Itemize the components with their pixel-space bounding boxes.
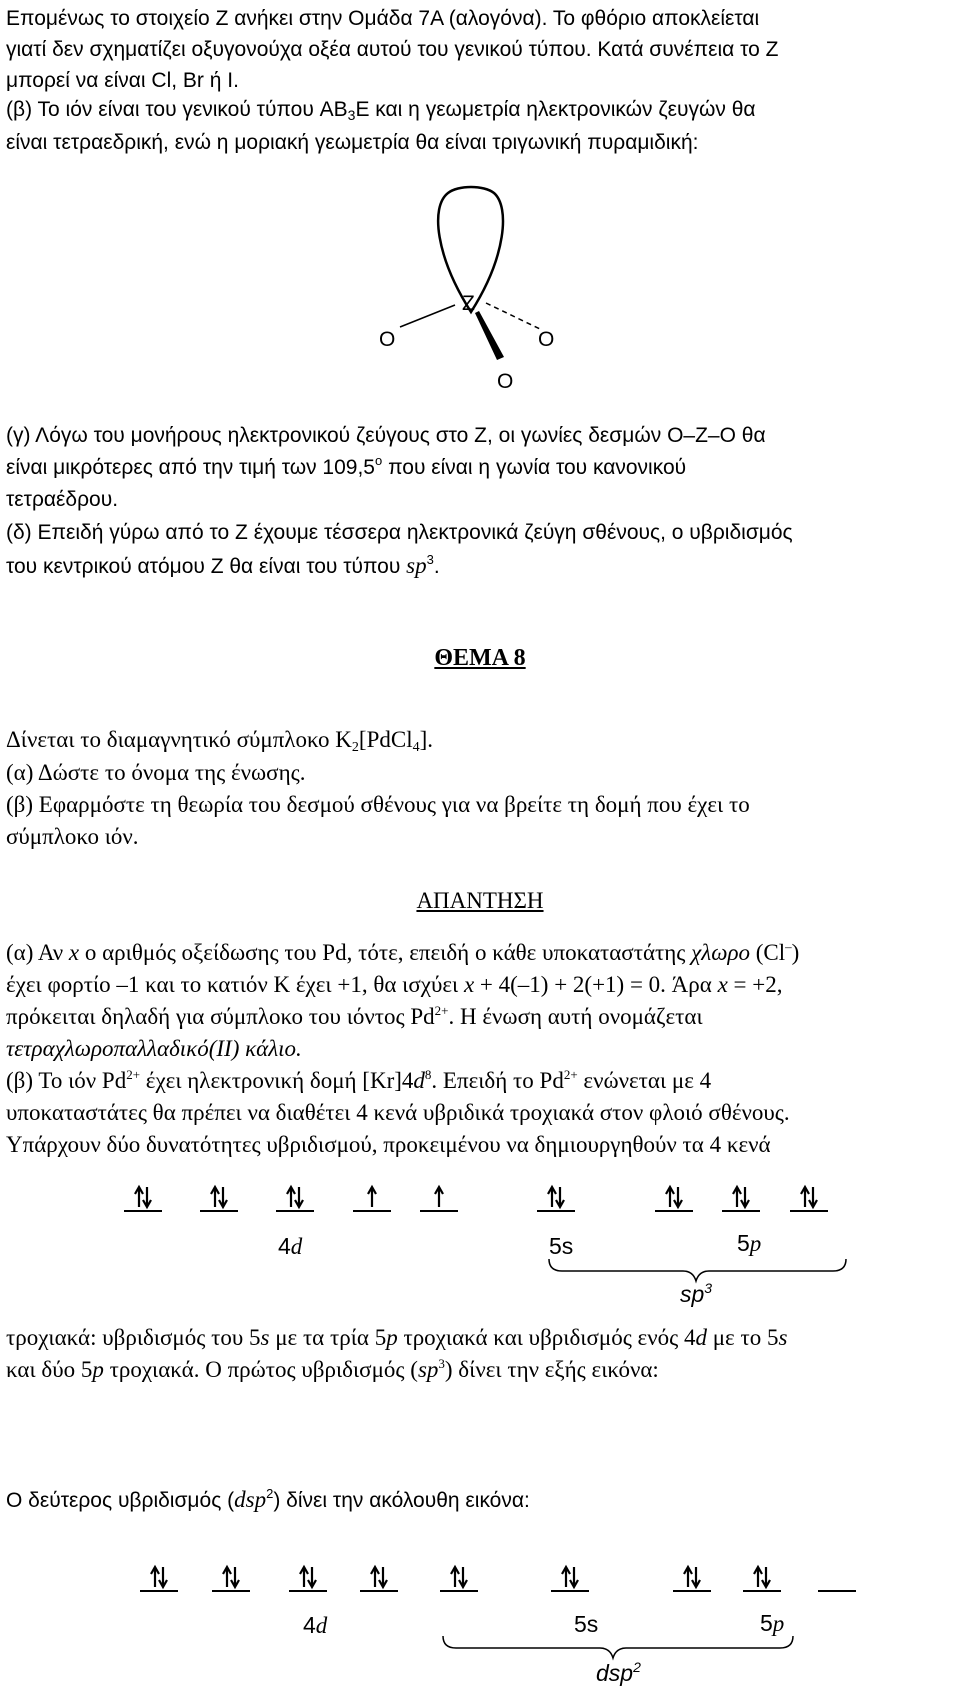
electron-down-arrow bbox=[762, 1567, 770, 1587]
electron-up-arrow bbox=[684, 1567, 692, 1587]
text-italic: sp bbox=[406, 553, 427, 578]
molecule-diagram bbox=[0, 185, 960, 395]
text-line bbox=[6, 1325, 787, 1351]
electron-down-arrow bbox=[143, 1187, 151, 1207]
electron-down-arrow bbox=[741, 1187, 749, 1207]
text-italic: p bbox=[92, 1357, 104, 1382]
electron-up-arrow bbox=[451, 1567, 459, 1587]
electron-up-arrow bbox=[300, 1567, 308, 1587]
text-segment: ]. bbox=[419, 727, 434, 752]
electron-up-arrow bbox=[371, 1567, 379, 1587]
text-segment: (Cl bbox=[749, 940, 786, 965]
text-line bbox=[6, 972, 783, 998]
svg-text:sp3 bbox=[680, 1280, 712, 1307]
electron-down-arrow bbox=[570, 1567, 578, 1587]
text-line: μπορεί να είναι Cl, Br ή I. bbox=[6, 69, 239, 92]
text-segment: + 4(–1) + 2(+1) = 0. Άρα bbox=[474, 972, 718, 997]
atom-bottom: O bbox=[497, 370, 514, 393]
text-italic: χλωρο bbox=[691, 940, 750, 965]
text-segment: = +2, bbox=[727, 972, 783, 997]
electron-down-arrow bbox=[379, 1567, 387, 1587]
text-line: (δ) Επειδή γύρω από το Ζ έχουμε τέσσερα ηλεκτρονικά ζεύγη σθένους, ο υβριδισμός bbox=[6, 521, 793, 544]
text-segment: ) δίνει την εξής εικόνα: bbox=[444, 1357, 659, 1382]
electron-down-arrow bbox=[692, 1567, 700, 1587]
answer-title: ΑΠΑΝΤΗΣΗ bbox=[416, 888, 544, 913]
electron-up-arrow bbox=[287, 1187, 295, 1207]
text-line: είναι τετραεδρική, ενώ η μοριακή γεωμετρία θα είναι τριγωνική πυραμιδική: bbox=[6, 131, 699, 154]
text-segment: και δύο 5 bbox=[6, 1357, 93, 1382]
electron-down-arrow bbox=[295, 1187, 303, 1207]
atom-left: O bbox=[379, 328, 396, 351]
electron-up-arrow bbox=[666, 1187, 674, 1207]
text-segment: τροχιακά: υβριδισμός του 5 bbox=[6, 1325, 261, 1350]
text-italic: x bbox=[717, 972, 728, 997]
svg-text:4d bbox=[303, 1612, 328, 1638]
electron-up-arrow bbox=[562, 1567, 570, 1587]
label-4d-number: 4 bbox=[303, 1612, 316, 1638]
dsp2-orbital-diagram bbox=[0, 1560, 960, 1688]
text-segment: (β) Το ιόν είναι του γενικού τύπου AB bbox=[6, 98, 348, 121]
electron-down-arrow bbox=[556, 1187, 564, 1207]
text-line: Υπάρχουν δύο δυνατότητες υβριδισμού, προκειμένου να δημιουργηθούν τα 4 κενά bbox=[6, 1132, 771, 1157]
text-segment: έχει φορτίο –1 και το κατιόν K έχει +1, θα ισχύει bbox=[6, 972, 464, 997]
text-segment: πρόκειται δηλαδή για σύμπλοκο του ιόντος Pd bbox=[6, 1004, 435, 1029]
text-segment: Ο δεύτερος υβριδισμός ( bbox=[6, 1489, 235, 1512]
text-italic: s bbox=[778, 1325, 788, 1350]
text-line bbox=[6, 727, 433, 753]
text-segment: ) bbox=[791, 940, 800, 965]
electron-up-arrow bbox=[151, 1567, 159, 1587]
text-line bbox=[6, 1357, 659, 1383]
text-italic: sp bbox=[417, 1357, 439, 1382]
bond-left bbox=[400, 305, 455, 327]
text-line: (β) Εφαρμόστε τη θεωρία του δεσμού σθένους για να βρείτε τη δομή που έχει το bbox=[6, 792, 750, 817]
text-line: (α) Δώστε το όνομα της ένωσης. bbox=[6, 760, 306, 785]
text-italic: d bbox=[695, 1325, 707, 1350]
electron-down-arrow bbox=[674, 1187, 682, 1207]
text-line: υποκαταστάτες θα πρέπει να διαθέτει 4 κενά υβριδικά τροχιακά στον φλοιό σθένους. bbox=[6, 1100, 790, 1125]
electron-down-arrow bbox=[308, 1567, 316, 1587]
superscript: 2+ bbox=[563, 1067, 578, 1082]
superscript: ο bbox=[375, 453, 383, 468]
text-segment: τροχιακά και υβριδισμός ενός 4 bbox=[397, 1325, 696, 1350]
label-5p-number: 5 bbox=[737, 1230, 750, 1256]
text-italic: s bbox=[260, 1325, 270, 1350]
text-segment: . bbox=[433, 555, 440, 578]
label-dsp-sup: 2 bbox=[633, 1659, 641, 1675]
label-5s: 5s bbox=[574, 1611, 599, 1637]
electron-down-arrow bbox=[219, 1187, 227, 1207]
text-segment: που είναι η γωνία του κανονικού bbox=[382, 456, 687, 479]
text-segment: Δίνεται το διαμαγνητικό σύμπλοκο K bbox=[6, 727, 352, 752]
subscript: 4 bbox=[412, 740, 420, 755]
label-4d-letter: d bbox=[315, 1613, 328, 1638]
superscript: 2+ bbox=[434, 1003, 449, 1018]
bond-right-dashed bbox=[486, 303, 540, 329]
electron-down-arrow bbox=[159, 1567, 167, 1587]
text-line bbox=[6, 940, 799, 966]
text-line: τετραχλωροπαλλαδικό(ΙΙ) κάλιο. bbox=[6, 1036, 302, 1061]
label-4d-number: 4 bbox=[278, 1233, 291, 1259]
dsp2-brace bbox=[443, 1636, 793, 1658]
text-line bbox=[6, 1004, 703, 1030]
electron-up-arrow bbox=[733, 1187, 741, 1207]
electron-down-arrow bbox=[231, 1567, 239, 1587]
bond-bottom-wedge bbox=[475, 311, 504, 360]
electron-up-arrow bbox=[135, 1187, 143, 1207]
label-dsp: dsp bbox=[596, 1660, 634, 1686]
superscript: 3 bbox=[426, 552, 434, 567]
text-italic: dsp bbox=[234, 1487, 267, 1512]
superscript: 3 bbox=[438, 1356, 445, 1371]
text-line: (γ) Λόγω του μονήρους ηλεκτρονικού ζεύγους στο Ζ, οι γωνίες δεσμών O–Z–O θα bbox=[6, 424, 766, 447]
label-sp: sp bbox=[680, 1281, 705, 1307]
electron-up-arrow bbox=[435, 1187, 443, 1207]
electron-down-arrow bbox=[459, 1567, 467, 1587]
electron-up-arrow bbox=[368, 1187, 376, 1207]
text-segment: ο αριθμός οξείδωσης του Pd, τότε, επειδή ο κάθε υποκαταστάτης bbox=[79, 940, 692, 965]
superscript: 2+ bbox=[126, 1067, 141, 1082]
text-italic: p bbox=[386, 1325, 398, 1350]
superscript: 2 bbox=[266, 1486, 274, 1501]
label-5p-number: 5 bbox=[760, 1610, 773, 1636]
subscript: 3 bbox=[347, 107, 356, 123]
text-line: σύμπλοκο ιόν. bbox=[6, 824, 139, 849]
text-segment: έχει ηλεκτρονική δομή [Kr]4 bbox=[140, 1068, 414, 1093]
text-segment: [PdCl bbox=[358, 727, 413, 752]
text-line bbox=[6, 97, 756, 123]
label-5s: 5s bbox=[549, 1233, 574, 1259]
electron-up-arrow bbox=[223, 1567, 231, 1587]
svg-text:4d bbox=[278, 1233, 303, 1259]
text-segment: τροχιακά. Ο πρώτος υβριδισμός ( bbox=[103, 1357, 418, 1382]
text-italic: d bbox=[413, 1068, 425, 1093]
label-sp-sup: 3 bbox=[704, 1280, 713, 1296]
text-line: Επομένως το στοιχείο Ζ ανήκει στην Ομάδα 7Α (αλογόνα). Το φθόριο αποκλείεται bbox=[6, 7, 760, 30]
text-italic: x bbox=[68, 940, 80, 965]
text-segment: με το 5 bbox=[706, 1325, 779, 1350]
atom-center: Z bbox=[462, 292, 475, 315]
text-line bbox=[6, 455, 686, 481]
text-line: γιατί δεν σχηματίζει οξυγονούχα οξέα αυτού του γενικού τύπου. Κατά συνέπεια το Ζ bbox=[6, 38, 779, 61]
text-italic: x bbox=[463, 972, 475, 997]
svg-text:dsp2 bbox=[596, 1659, 641, 1686]
text-line bbox=[6, 1068, 711, 1094]
electron-down-arrow bbox=[809, 1187, 817, 1207]
text-segment: (β) Το ιόν Pd bbox=[6, 1068, 127, 1093]
text-segment: με τα τρία 5 bbox=[269, 1325, 387, 1350]
text-segment: του κεντρικού ατόμου Ζ θα είναι του τύπου bbox=[6, 555, 407, 578]
electron-up-arrow bbox=[801, 1187, 809, 1207]
electron-up-arrow bbox=[211, 1187, 219, 1207]
electron-up-arrow bbox=[754, 1567, 762, 1587]
sp3-orbital-diagram bbox=[0, 1175, 960, 1310]
label-5p-letter: p bbox=[749, 1231, 762, 1256]
svg-text:5p bbox=[737, 1230, 761, 1256]
text-segment: . Επειδή το Pd bbox=[431, 1068, 564, 1093]
text-line bbox=[6, 553, 440, 580]
superscript: 8 bbox=[424, 1067, 432, 1082]
atom-right: O bbox=[538, 328, 555, 351]
subscript: 2 bbox=[351, 740, 359, 755]
text-segment: E και η γεωμετρία ηλεκτρονικών ζευγών θα bbox=[355, 98, 756, 121]
superscript: – bbox=[785, 939, 792, 954]
electron-up-arrow bbox=[548, 1187, 556, 1207]
label-4d-letter: d bbox=[290, 1234, 303, 1259]
text-segment: ) δίνει την ακόλουθη εικόνα: bbox=[273, 1489, 530, 1512]
text-segment: (α) Αν bbox=[6, 940, 69, 965]
theme-title: ΘΕΜΑ 8 bbox=[434, 645, 526, 671]
text-line: τετραέδρου. bbox=[6, 488, 119, 511]
sp3-brace bbox=[549, 1259, 846, 1281]
text-segment: . Η ένωση αυτή ονομάζεται bbox=[448, 1004, 703, 1029]
text-segment: είναι μικρότερες από την τιμή των 109,5 bbox=[6, 456, 375, 479]
svg-text:5p bbox=[760, 1610, 784, 1636]
text-line bbox=[6, 1487, 530, 1514]
label-5p-letter: p bbox=[772, 1611, 785, 1636]
text-segment: ενώνεται με 4 bbox=[577, 1068, 712, 1093]
